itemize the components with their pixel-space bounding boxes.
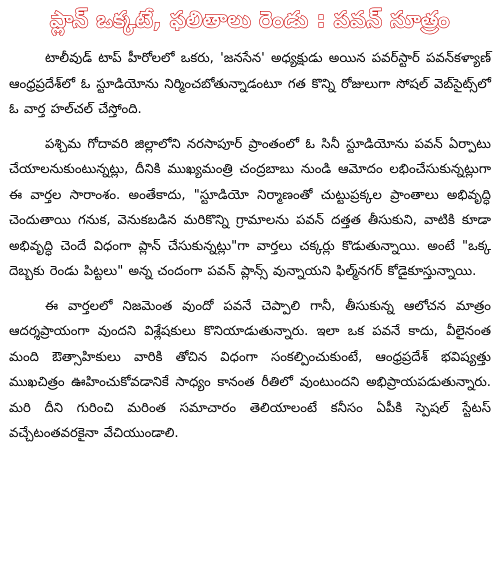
article-paragraph-3: ఈ వార్తలలో నిజమెంత వుందో పవనే చెప్పాలి గానీ, తీసుకున్న ఆలోచన మాత్రం ఆదర్శప్రాయంగా వుందని విశ్లేషకులు కొనియాడుతున్నారు. ఇలా ఒక పవనే కాదు, వీలైనంత మంది ఔత్సాహికులు వారికి తోచిన విధంగా సంకల్పించుకుంటే, ఆంధ్రప్రదేశ్ భవిష్యత్తు ముఖచిత్రం ఊహించుకోవడానికే సాధ్యం కానంత రీతిలో వుంటుందని అభిప్రాయపడుతున్నారు. మరి దీని గురించి మరింత సమాచారం తెలియాలంటే కనీసం ఏపీకి స్పెషల్ స్టేటస్ వచ్చేటంతవరకైనా వేచియుండాలి.	[9, 298, 491, 441]
article-headline: ప్లాన్ ఒక్కటే, ఫలితాలు రెండు : పవన్ సూత్రం	[50, 8, 450, 33]
article-paragraph-1: టాలీవుడ్ టాప్ హీరోలలో ఒకరు, 'జనసేన' అధ్యక్షుడు అయిన పవర్‌స్టార్ పవన్‌కళ్యాణ్ ఆంధ్రప్రదేశ్‌లో ఓ స్టూడియోను నిర్మించబోతున్నాడంటూ గత కొన్ని రోజులుగా సోషల్ వెబ్‌సైట్స్‌లో ఓ వార్త హల్‌చల్ చేస్తోంది.	[9, 51, 491, 117]
article-body	[9, 46, 491, 447]
article-paragraph-2: పశ్చిమ గోదావరి జిల్లాలోని నరసాపూర్ ప్రాంతంలో ఓ సినీ స్టూడియోను పవన్ ఏర్పాటు చేయాలనుకుంటున్నట్లు, దీనికి ముఖ్యమంత్రి చంద్రబాబు నుండి ఆమోదం లభించేసుకున్నట్లుగా ఈ వార్తల సారాంశం. అంతేకాదు, "స్టూడియో నిర్మాణంతో చుట్టుప్రక్కల ప్రాంతాలు అభివృద్ధి చెందుతాయి గనుక, వెనుకబడిన మరికొన్ని గ్రామాలను పవన్ దత్తత తీసుకుని, వాటికి కూడా అభివృద్ధి చెందే విధంగా ప్లాన్ చేసుకున్నట్లు"గా వార్తలు చక్కర్లు కొడుతున్నాయి. అంటే "ఒక్క దెబ్బకు రెండు పిట్టలు" అన్న చందంగా పవన్ ప్లాన్స్ వున్నాయని ఫిల్మ్‌నగర్ కోడైకూస్తున్నాయి.	[9, 136, 491, 279]
